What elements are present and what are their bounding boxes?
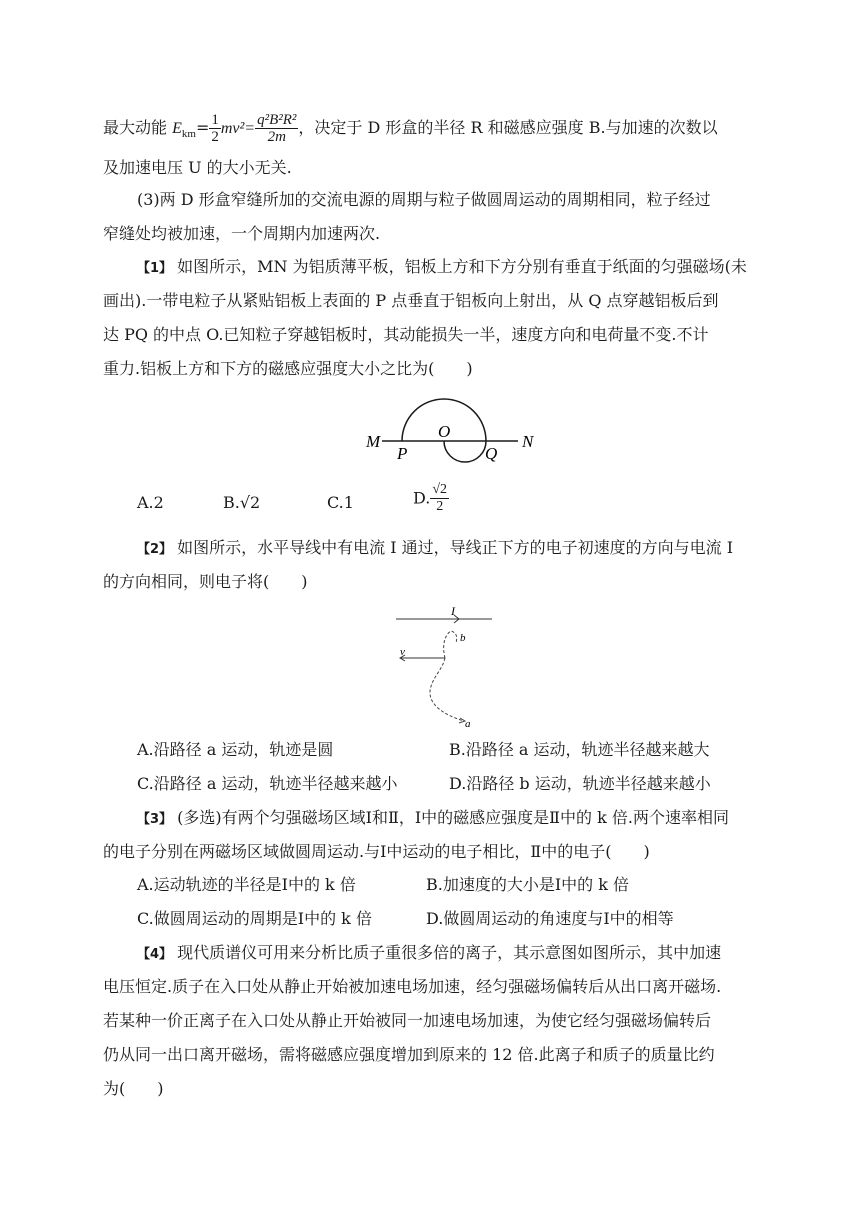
label-a: a <box>465 718 471 730</box>
q3-option-d[interactable]: D.做圆周运动的角速度与Ⅰ中的相等 <box>426 909 674 928</box>
q4-line-4: 仍从同一出口离开磁场，需将磁感应强度增加到原来的 12 倍.此离子和质子的质量比约 <box>103 1045 715 1064</box>
q1-line-3: 达 PQ 的中点 O.已知粒子穿越铝板时，其动能损失一半，速度方向和电荷量不变.不计 <box>103 325 709 344</box>
ek-subscript: km <box>181 128 196 141</box>
q4-line-1: 【4】 现代质谱仪可用来分析比质子重很多倍的离子，其示意图如图所示，其中加速 <box>137 943 722 962</box>
q4-line-5: 为( ) <box>103 1079 164 1098</box>
label-P: P <box>397 444 408 463</box>
q3-number: 【3】 <box>137 812 173 827</box>
q1-option-c[interactable]: C.1 <box>327 493 354 512</box>
q3-option-c[interactable]: C.做圆周运动的周期是Ⅰ中的 k 倍 <box>137 909 372 928</box>
q1-option-d[interactable]: D. $\frac{√2}{2}$ <box>413 482 448 514</box>
label-I: I <box>451 604 455 618</box>
label-M: M <box>366 432 381 451</box>
label-v: v <box>400 646 405 658</box>
q2-line-1: 【2】 如图所示，水平导线中有电流 I 通过，导线正下方的电子初速度的方向与电流 I <box>137 538 734 557</box>
q2-line-2: 的方向相同，则电子将( ) <box>103 572 308 591</box>
label-O: O <box>438 422 451 441</box>
q1-figure <box>360 397 560 472</box>
mv-term: mv²= <box>220 120 256 137</box>
intro-text-2: ，决定于 D 形盒的半径 R 和磁感应强度 B.与加速的次数以 <box>298 118 718 137</box>
label-Q: Q <box>485 444 498 463</box>
q2-option-c[interactable]: C.沿路径 a 运动，轨迹半径越来越小 <box>137 774 398 793</box>
intro-line-2: 及加速电压 U 的大小无关. <box>103 158 292 177</box>
q2-number: 【2】 <box>137 542 173 557</box>
ek-symbol: E <box>172 120 182 137</box>
sqrt2-over-2: $\frac{√2}{2}$ <box>432 482 448 514</box>
q1-line-1: 【1】 如图所示，MN 为铝质薄平板，铝板上方和下方分别有垂直于纸面的匀强磁场(未 <box>137 257 747 276</box>
q3-line-2: 的电子分别在两磁场区域做圆周运动.与Ⅰ中运动的电子相比，Ⅱ中的电子( ) <box>103 842 650 861</box>
q2-option-b[interactable]: B.沿路径 a 运动，轨迹半径越来越大 <box>449 740 710 759</box>
q1-option-b[interactable]: B.√2 <box>223 493 261 512</box>
q2-option-d[interactable]: D.沿路径 b 运动，轨迹半径越来越小 <box>449 774 711 793</box>
q2-figure <box>392 601 502 731</box>
q3-line-1: 【3】 (多选)有两个匀强磁场区域Ⅰ和Ⅱ，Ⅰ中的磁感应强度是Ⅱ中的 k 倍.两个速率相同 <box>137 808 729 827</box>
intro-text: 最大动能 <box>103 118 173 137</box>
q4-line-2: 电压恒定.质子在入口处从静止开始被加速电场加速，经匀强磁场偏转后从出口离开磁场. <box>103 977 722 996</box>
intro-line-1: 最大动能 $E_{km}=$ $\frac{1}{2}$ mv²= $\frac{\text{q²B²R²}}{2m}$ ，决定于 D 形盒的半径 R 和磁感应强度 B.与加速的次数以 <box>103 112 718 145</box>
intro-p3-line-2: 窄缝处均被加速，一个周期内加速两次. <box>103 224 381 243</box>
q1-line-2: 画出).一带电粒子从紧贴铝板上表面的 P 点垂直于铝板向上射出，从 Q 点穿越铝板后到 <box>103 291 719 310</box>
intro-p3-line-1: (3)两 D 形盒窄缝所加的交流电源的周期与粒子做圆周运动的周期相同，粒子经过 <box>137 190 711 209</box>
path-b <box>444 631 457 658</box>
lower-trajectory <box>444 441 486 462</box>
label-b: b <box>460 632 466 644</box>
half-fraction: $\frac{1}{2}$ <box>211 112 219 145</box>
q3-option-a[interactable]: A.运动轨迹的半径是Ⅰ中的 k 倍 <box>137 875 356 894</box>
q1-option-a[interactable]: A.2 <box>137 493 164 512</box>
path-a <box>430 658 464 721</box>
q4-number: 【4】 <box>137 947 173 962</box>
q4-line-3: 若某种一价正离子在入口处从静止开始被同一加速电场加速，为使它经匀强磁场偏转后 <box>103 1011 712 1030</box>
q1-number: 【1】 <box>137 261 173 276</box>
q1-line-4: 重力.铝板上方和下方的磁感应强度大小之比为( ) <box>103 359 473 378</box>
label-N: N <box>522 432 534 451</box>
q3-option-b[interactable]: B.加速度的大小是Ⅰ中的 k 倍 <box>426 875 630 894</box>
q2-option-a[interactable]: A.沿路径 a 运动，轨迹是圆 <box>137 740 334 759</box>
energy-fraction: $\frac{\text{q²B²R²}}{2m}$ <box>257 112 297 145</box>
